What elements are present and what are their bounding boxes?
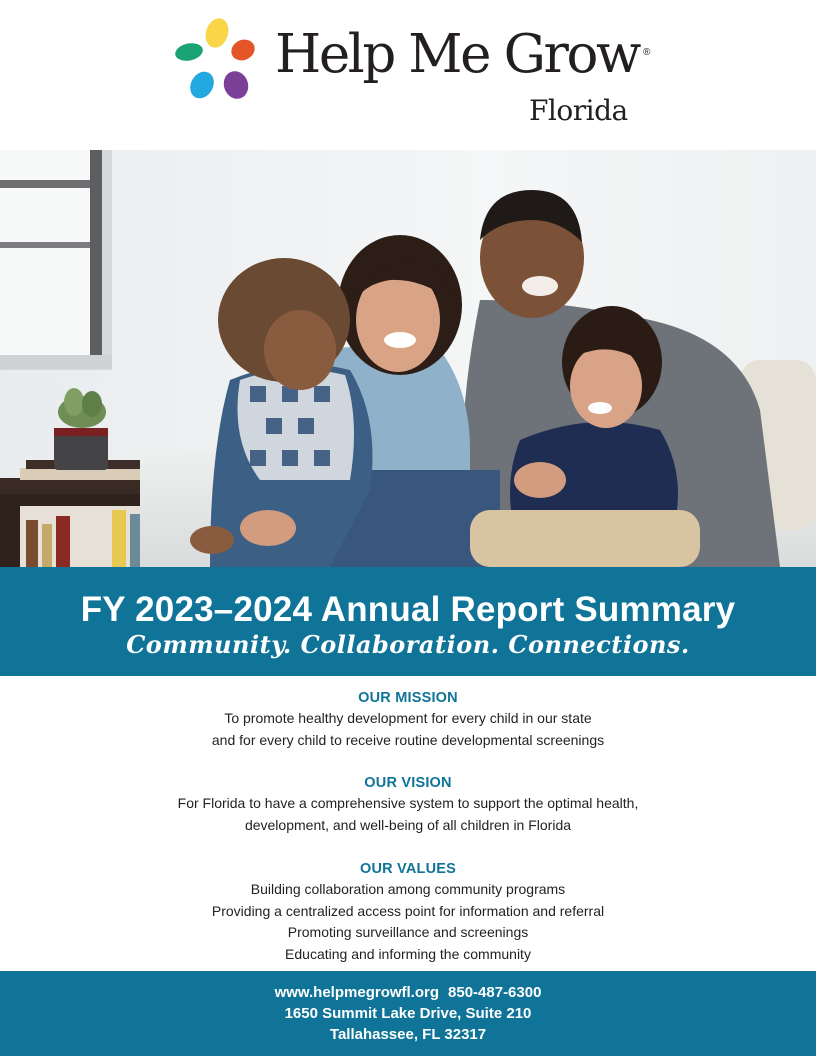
report-tagline: Community. Collaboration. Connections. [126, 630, 690, 659]
contact-web-phone-line [0, 971, 816, 1003]
values-item: Providing a centralized access point for information and referral [211, 902, 605, 919]
report-title-band [0, 567, 816, 676]
brand-name: Help Me Grow [275, 24, 639, 85]
mission-line: and for every child to receive routine developmental screenings [211, 731, 605, 748]
values-item: Building collaboration among community programs [250, 881, 566, 897]
family-photo [0, 150, 816, 567]
vision-line: For Florida to have a comprehensive system to support the optimal health, [177, 795, 639, 811]
address-line-2: Tallahassee, FL 32317 [329, 1026, 487, 1043]
vision-line: development, and well-being of all children in Florida [244, 816, 572, 833]
address-line-1: 1650 Summit Lake Drive, Suite 210 [284, 1005, 532, 1022]
mission-section [0, 688, 816, 751]
vision-section [0, 773, 816, 836]
page-header [0, 0, 816, 150]
vision-heading: OUR VISION [364, 775, 452, 791]
flower-petals-logo-icon [172, 16, 262, 106]
website-link[interactable]: www.helpmegrowfl.org [274, 984, 440, 1001]
contact-footer [0, 971, 816, 1056]
mission-heading: OUR MISSION [358, 690, 458, 706]
family-photo-icon [0, 150, 816, 567]
values-item: Promoting surveillance and screenings [287, 924, 529, 940]
values-item: Educating and informing the community [285, 945, 531, 962]
report-title: FY 2023–2024 Annual Report Summary [80, 590, 736, 629]
registered-mark: ® [643, 47, 651, 58]
values-section [0, 859, 816, 965]
mission-line: To promote healthy development for every child in our state [224, 710, 592, 726]
phone-number[interactable]: 850-487-6300 [448, 984, 542, 1001]
values-heading: OUR VALUES [360, 861, 456, 877]
brand-state: Florida [529, 94, 628, 127]
